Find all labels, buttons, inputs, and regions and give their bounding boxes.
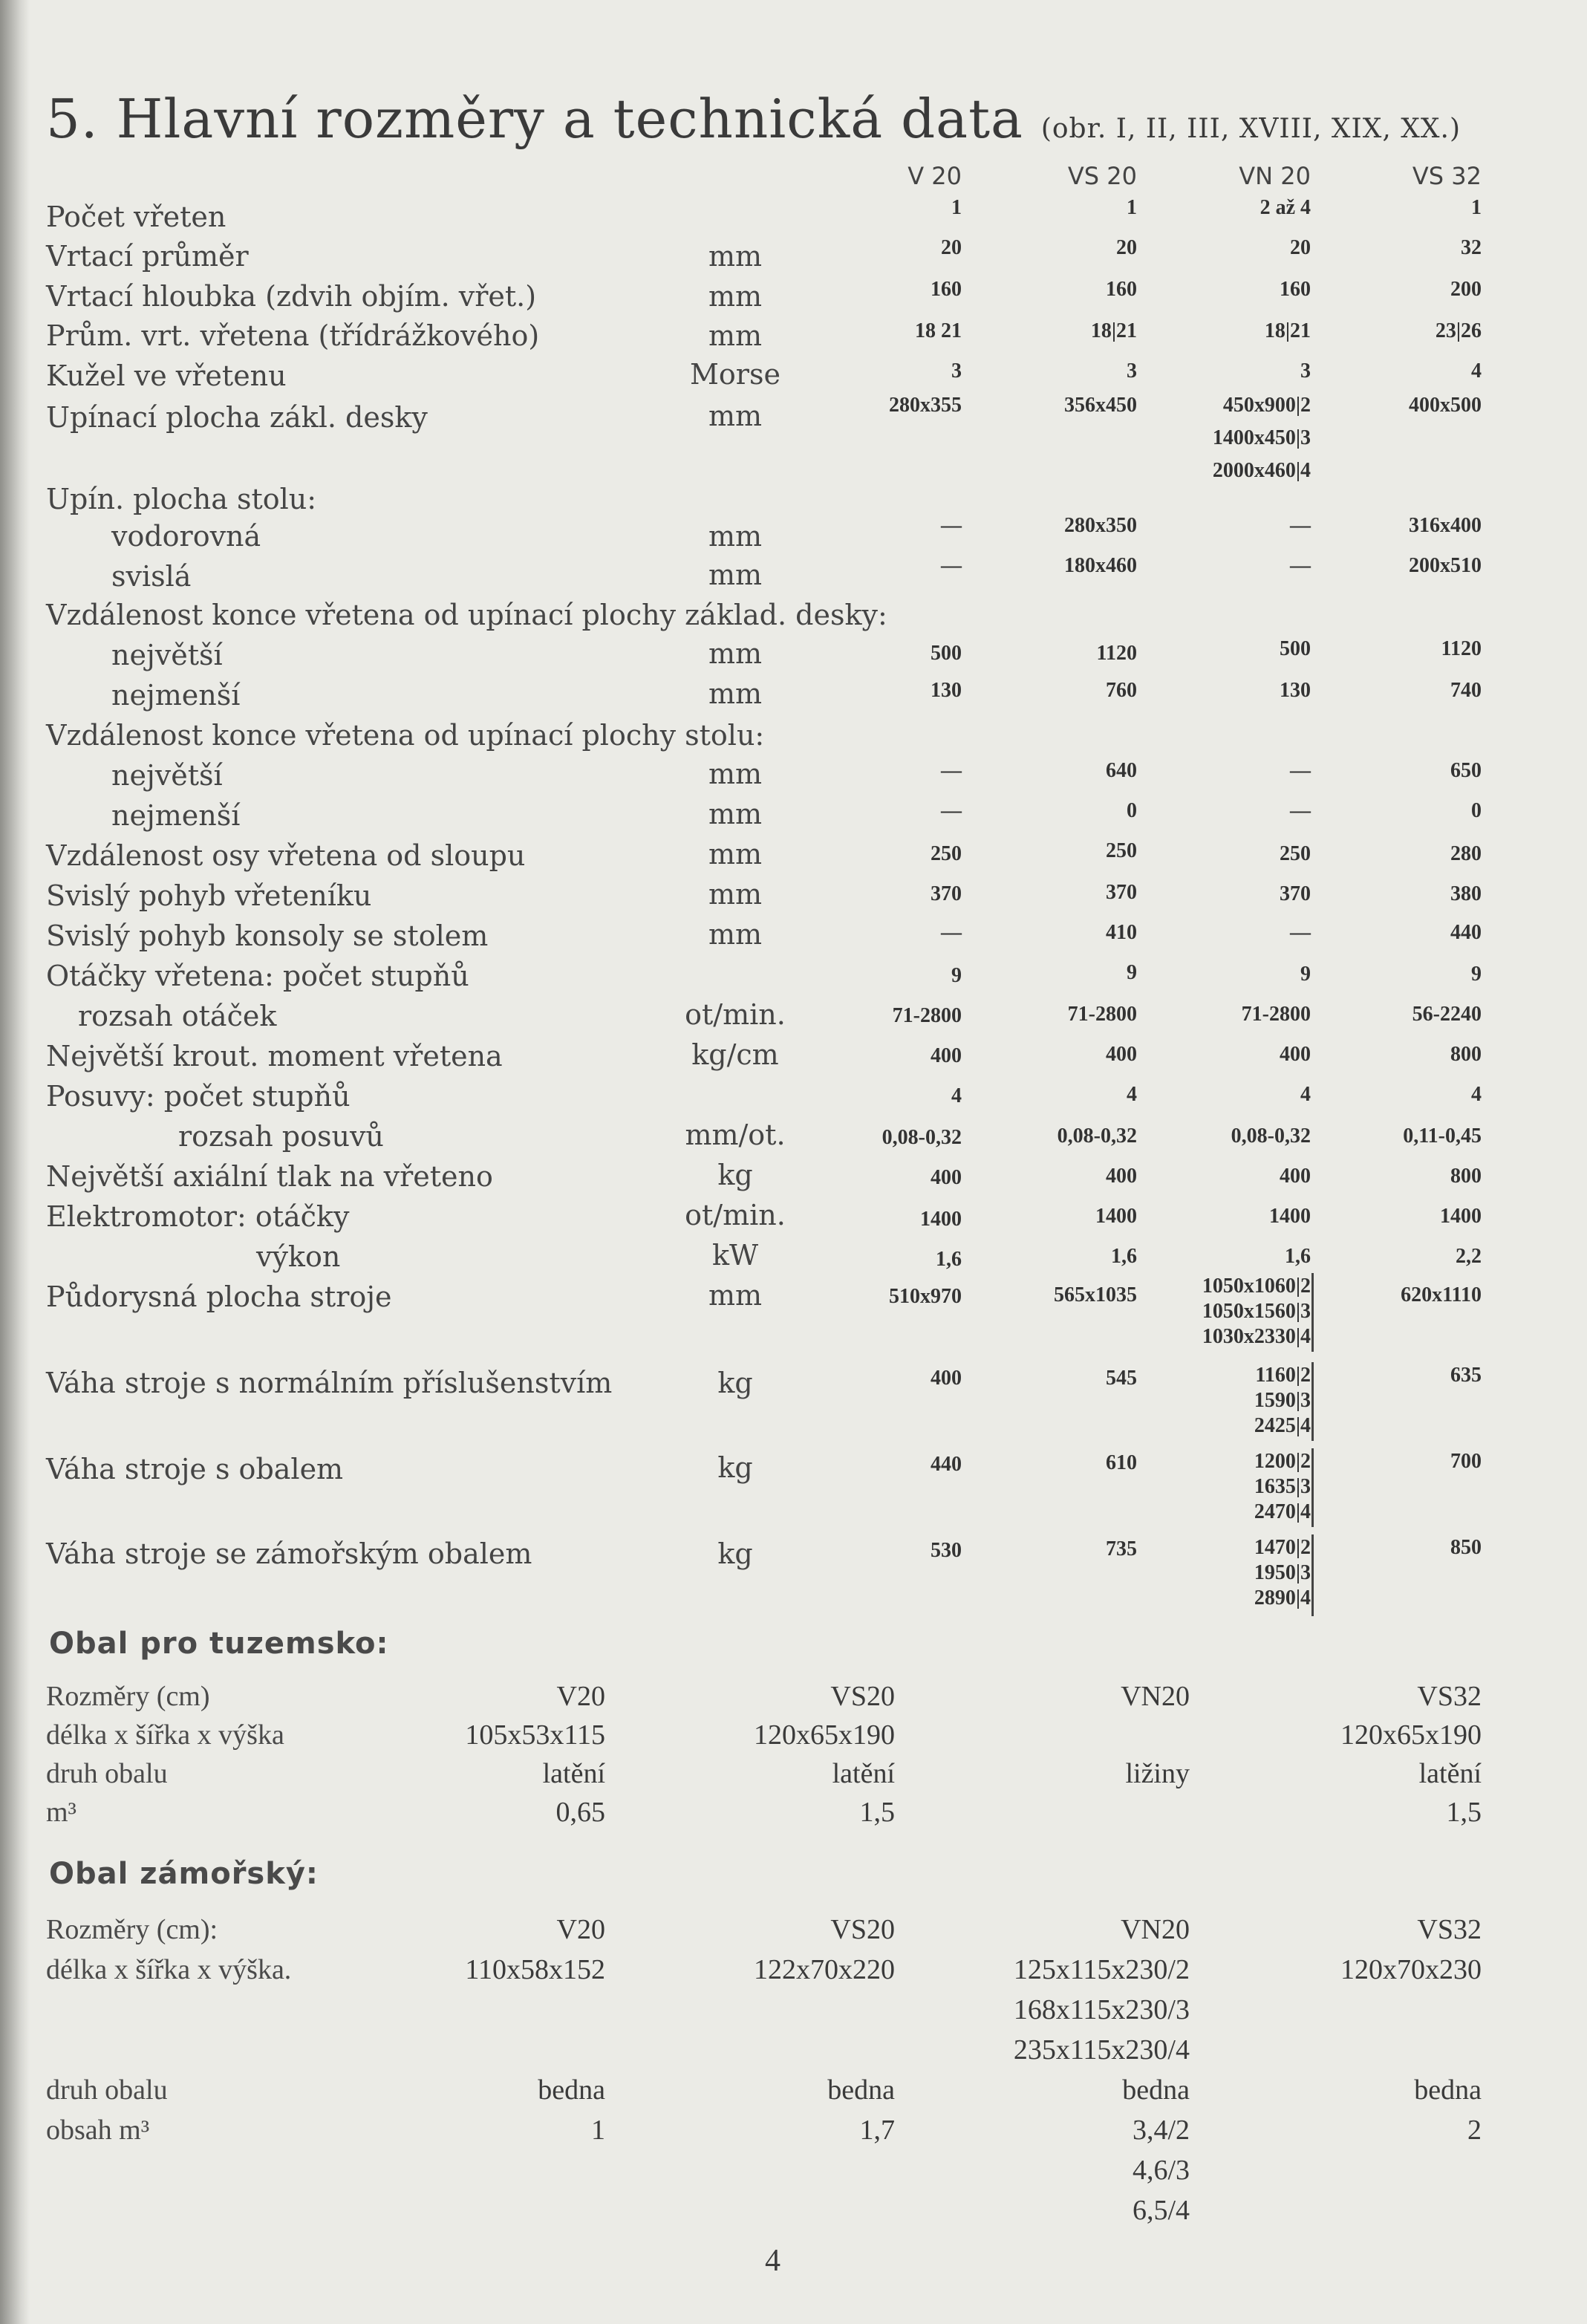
spec-label: Vrtací průměr (46, 240, 249, 273)
page-title (46, 88, 1461, 150)
spec-label: výkon (256, 1240, 341, 1273)
pack-value: 105x53x115 (465, 1719, 605, 1751)
spec-value: 160 (1106, 278, 1137, 301)
spec-value: 3 (1300, 359, 1311, 383)
spec-value: 0,08-0,32 (882, 1126, 962, 1149)
spec-unit: mm (708, 520, 763, 553)
spec-unit: mm (708, 1279, 763, 1312)
pack-value: VS20 (830, 1914, 895, 1945)
spec-value: 71-2800 (1241, 1003, 1311, 1026)
column-header-v20: V 20 (907, 162, 962, 190)
spec-unit: mm (708, 878, 763, 911)
spec-label: Upín. plocha stolu: (46, 483, 317, 515)
spec-unit: kg (717, 1367, 753, 1399)
spec-value: 9 (1300, 963, 1311, 986)
spec-value-extra: 1635|3 (1254, 1475, 1311, 1498)
vn20-divider-line (1311, 1362, 1314, 1441)
spec-value-extra: 1400x450|3 (1212, 426, 1311, 449)
spec-value: 1400 (1440, 1205, 1482, 1228)
spec-value: 370 (931, 882, 962, 905)
spec-value: 316x400 (1409, 514, 1482, 537)
spec-value: 356x450 (1064, 394, 1137, 417)
spec-value: 4 (951, 1084, 962, 1107)
spec-value-extra: 1050x1560|3 (1202, 1300, 1311, 1323)
spec-value: 735 (1106, 1537, 1137, 1560)
spec-label: Prům. vrt. vřetena (třídrážkového) (46, 319, 540, 352)
spec-unit: Morse (690, 358, 781, 391)
spec-value: 850 (1450, 1536, 1482, 1559)
spec-unit: mm (708, 559, 763, 591)
spec-value: 500 (1280, 637, 1311, 660)
spec-value: 250 (1106, 839, 1137, 862)
pack-label: délka x šířka x výška (46, 1719, 284, 1751)
pack-value: 120x65x190 (1340, 1719, 1482, 1751)
spec-value: 1050x1060|2 (1202, 1275, 1311, 1298)
spec-value: 56-2240 (1412, 1003, 1482, 1026)
spec-value: 32 (1461, 236, 1482, 259)
pack-value: VS32 (1417, 1681, 1482, 1712)
spec-unit: ot/min. (685, 1199, 786, 1231)
spec-value: 1 (1127, 196, 1137, 219)
spec-unit: mm (708, 798, 763, 830)
spec-value: 700 (1450, 1450, 1482, 1473)
spec-label: Svislý pohyb vřeteníku (46, 879, 372, 912)
spec-value: 250 (931, 842, 962, 865)
spec-value-extra: 2890|4 (1254, 1586, 1311, 1609)
section-heading-domestic: Obal pro tuzemsko: (49, 1627, 389, 1661)
pack-value: VN20 (1121, 1681, 1190, 1712)
pack-value: VN20 (1121, 1914, 1190, 1945)
pack-value: 110x58x152 (465, 1954, 605, 1985)
spec-value: 0 (1471, 799, 1482, 822)
title-figure-reference: (obr. I, II, III, XVIII, XIX, XX.) (1040, 114, 1461, 144)
spec-value: 200 (1450, 278, 1482, 301)
spec-value: 620x1110 (1401, 1283, 1482, 1306)
spec-value: 640 (1106, 759, 1137, 782)
section-heading-overseas: Obal zámořský: (49, 1857, 319, 1891)
spec-value: 4 (1127, 1083, 1137, 1106)
spec-value: — (1290, 554, 1311, 577)
pack-value: 3,4/2 (1132, 2115, 1190, 2146)
pack-value: bedna (1122, 2074, 1190, 2106)
spec-value: 500 (931, 642, 962, 665)
spec-label: Největší krout. moment vřetena (46, 1040, 503, 1073)
pack-value: latění (1418, 1758, 1482, 1789)
spec-unit: kg (717, 1451, 753, 1484)
page-number: 4 (765, 2244, 781, 2278)
spec-value: 200x510 (1409, 554, 1482, 577)
spec-unit: mm (708, 838, 763, 870)
spec-value: — (1290, 921, 1311, 944)
spec-label: největší (111, 639, 223, 671)
spec-value: 3 (1127, 359, 1137, 383)
spec-value: 1 (1471, 196, 1482, 219)
spec-value: 9 (1127, 961, 1137, 984)
spec-label: Vzdálenost konce vřetena od upínací plochy základ. desky: (46, 599, 887, 631)
spec-label: Elektromotor: otáčky (46, 1200, 350, 1233)
spec-value: — (941, 921, 962, 944)
spec-value-extra: 2470|4 (1254, 1500, 1311, 1523)
spec-value-extra: 2000x460|4 (1212, 459, 1311, 482)
pack-value: 1,5 (1446, 1797, 1482, 1828)
spec-value: 370 (1106, 881, 1137, 904)
spec-value: 1470|2 (1254, 1536, 1311, 1559)
spec-value: 440 (931, 1453, 962, 1476)
pack-value-extra: 235x115x230/4 (1013, 2034, 1190, 2066)
spec-unit: mm (708, 400, 763, 432)
spec-unit: mm/ot. (685, 1119, 786, 1151)
spec-label: Váha stroje s normálním příslušenstvím (46, 1367, 613, 1399)
pack-value: V20 (556, 1914, 605, 1945)
pack-value-extra: 168x115x230/3 (1013, 1994, 1190, 2025)
pack-value: V20 (556, 1681, 605, 1712)
spec-value: 0,11-0,45 (1403, 1124, 1482, 1148)
spec-label: Počet vřeten (46, 201, 227, 233)
pack-value-extra: 4,6/3 (1132, 2155, 1190, 2186)
spec-value: — (1290, 514, 1311, 537)
spec-value: 510x970 (889, 1285, 962, 1308)
spec-value: 1,6 (1111, 1245, 1137, 1268)
spec-unit: mm (708, 677, 763, 710)
spec-label: Svislý pohyb konsoly se stolem (46, 919, 489, 952)
spec-value: 635 (1450, 1364, 1482, 1387)
spec-value: 4 (1300, 1083, 1311, 1106)
spec-unit: mm (708, 918, 763, 951)
spec-value: 20 (941, 236, 962, 259)
spec-label: vodorovná (111, 520, 261, 553)
spec-value: 280 (1450, 842, 1482, 865)
spec-value: 1400 (920, 1208, 962, 1231)
spec-label: Kužel ve vřetenu (46, 359, 287, 392)
pack-label: druh obalu (46, 1758, 168, 1789)
spec-value-extra: 1030x2330|4 (1202, 1325, 1311, 1348)
spec-value: 1,6 (936, 1248, 962, 1271)
spec-value: — (1290, 759, 1311, 782)
spec-unit: kg (717, 1159, 753, 1191)
spec-value: 23|26 (1435, 319, 1482, 342)
spec-value: 760 (1106, 679, 1137, 702)
spec-unit: kW (711, 1239, 759, 1272)
spec-label: Váha stroje se zámořským obalem (46, 1537, 532, 1570)
spec-value: 2,2 (1456, 1245, 1482, 1268)
spec-value: 71-2800 (892, 1004, 962, 1027)
spec-unit: mm (708, 240, 763, 273)
spec-value: 400 (931, 1044, 962, 1067)
spec-value: 450x900|2 (1222, 394, 1311, 417)
spec-value: 130 (931, 679, 962, 702)
page-edge-shadow (0, 0, 30, 2324)
spec-value: 1200|2 (1254, 1450, 1311, 1473)
spec-label: rozsah posuvů (178, 1120, 384, 1153)
pack-value: VS20 (830, 1681, 895, 1712)
spec-value: 1 (951, 196, 962, 219)
spec-value: 130 (1280, 679, 1311, 702)
spec-value: 18 21 (915, 319, 962, 342)
spec-label: Vrtací hloubka (zdvih objím. vřet.) (46, 280, 537, 313)
spec-unit: mm (708, 280, 763, 313)
column-header-vs20: VS 20 (1067, 162, 1137, 190)
spec-label: největší (111, 759, 223, 792)
spec-unit: kg (717, 1537, 753, 1570)
spec-value: 1,6 (1285, 1245, 1311, 1268)
spec-value: 280x350 (1064, 514, 1137, 537)
spec-value: 3 (951, 359, 962, 383)
spec-value: 650 (1450, 759, 1482, 782)
spec-value: 1160|2 (1255, 1364, 1311, 1387)
spec-unit: ot/min. (685, 998, 786, 1031)
spec-value: 610 (1106, 1451, 1137, 1474)
spec-value: 400 (1280, 1043, 1311, 1066)
spec-unit: mm (708, 758, 763, 790)
spec-value-extra: 1590|3 (1254, 1389, 1311, 1412)
pack-value: 0,65 (555, 1797, 605, 1828)
spec-unit: mm (708, 319, 763, 352)
spec-value: 4 (1471, 359, 1482, 383)
spec-value-extra: 1950|3 (1254, 1561, 1311, 1584)
spec-value: 180x460 (1064, 554, 1137, 577)
spec-value: 9 (951, 964, 962, 987)
spec-value: 565x1035 (1054, 1283, 1137, 1306)
spec-label: nejmenší (111, 799, 241, 832)
spec-value: 18|21 (1090, 319, 1137, 342)
spec-value: 400 (931, 1166, 962, 1189)
spec-label: Upínací plocha zákl. desky (46, 401, 428, 434)
spec-value: 250 (1280, 842, 1311, 865)
spec-value: 160 (931, 278, 962, 301)
pack-label: druh obalu (46, 2074, 168, 2106)
column-header-vn20: VN 20 (1239, 162, 1311, 190)
pack-value: latění (832, 1758, 895, 1789)
spec-value: 545 (1106, 1367, 1137, 1390)
title-text: 5. Hlavní rozměry a technická data (46, 88, 1023, 150)
pack-label: délka x šířka x výška. (46, 1954, 292, 1985)
spec-label: Posuvy: počet stupňů (46, 1080, 351, 1113)
spec-label: rozsah otáček (78, 1000, 277, 1032)
spec-label: nejmenší (111, 679, 241, 712)
spec-value: 400 (931, 1367, 962, 1390)
spec-value: 280x355 (889, 394, 962, 417)
pack-value: 1,7 (859, 2115, 895, 2146)
pack-value: bedna (538, 2074, 605, 2106)
pack-value: latění (542, 1758, 605, 1789)
pack-label: Rozměry (cm): (46, 1914, 218, 1945)
pack-label: m³ (46, 1797, 76, 1828)
spec-label: Váha stroje s obalem (46, 1453, 344, 1485)
spec-value: — (941, 514, 962, 537)
vn20-divider-line (1311, 1448, 1314, 1527)
spec-value: 440 (1450, 921, 1482, 944)
spec-value: — (941, 554, 962, 577)
pack-value: 122x70x220 (754, 1954, 895, 1985)
pack-value: 1,5 (859, 1797, 895, 1828)
spec-label: Vzdálenost osy vřetena od sloupu (46, 839, 526, 872)
pack-value: 125x115x230/2 (1013, 1954, 1190, 1985)
pack-label: obsah m³ (46, 2115, 150, 2146)
spec-value: 9 (1471, 963, 1482, 986)
spec-value: 740 (1450, 679, 1482, 702)
spec-value: 380 (1450, 882, 1482, 905)
spec-unit: mm (708, 637, 763, 670)
spec-value: 0,08-0,32 (1231, 1124, 1311, 1148)
spec-value: 1400 (1095, 1205, 1137, 1228)
spec-value: 400 (1280, 1165, 1311, 1188)
spec-value: 800 (1450, 1165, 1482, 1188)
spec-value: 1400 (1269, 1205, 1311, 1228)
spec-value: 400 (1106, 1043, 1137, 1066)
spec-value: — (941, 799, 962, 822)
spec-value: — (1290, 799, 1311, 822)
spec-value: 160 (1280, 278, 1311, 301)
pack-value: 1 (591, 2115, 605, 2146)
spec-label: Půdorysná plocha stroje (46, 1280, 392, 1313)
pack-value: VS32 (1417, 1914, 1482, 1945)
spec-value-extra: 2425|4 (1254, 1414, 1311, 1437)
spec-value: 20 (1116, 236, 1137, 259)
pack-value: ližiny (1125, 1758, 1190, 1789)
spec-value: 400x500 (1409, 394, 1482, 417)
spec-value: 4 (1471, 1083, 1482, 1106)
spec-value: 1120 (1441, 637, 1482, 660)
spec-value: 18|21 (1264, 319, 1311, 342)
spec-value: 1120 (1096, 642, 1137, 665)
pack-value: bedna (1414, 2074, 1482, 2106)
pack-value: bedna (827, 2074, 895, 2106)
spec-label: Vzdálenost konce vřetena od upínací plochy stolu: (46, 719, 765, 752)
spec-value: 0,08-0,32 (1057, 1124, 1137, 1148)
pack-value-extra: 6,5/4 (1132, 2195, 1190, 2226)
spec-label: Největší axiální tlak na vřeteno (46, 1160, 493, 1193)
spec-value: 800 (1450, 1043, 1482, 1066)
spec-unit: kg/cm (691, 1038, 779, 1071)
spec-value: 530 (931, 1539, 962, 1562)
pack-value: 120x70x230 (1340, 1954, 1482, 1985)
spec-value: 71-2800 (1067, 1003, 1137, 1026)
pack-value: 2 (1467, 2115, 1482, 2146)
vn20-divider-line (1311, 1534, 1314, 1616)
spec-value: — (941, 759, 962, 782)
spec-label: svislá (111, 560, 192, 593)
pack-value: 120x65x190 (754, 1719, 895, 1751)
spec-value: 2 až 4 (1260, 196, 1311, 219)
spec-value: 410 (1106, 921, 1137, 944)
spec-label: Otáčky vřetena: počet stupňů (46, 960, 469, 992)
spec-value: 20 (1290, 236, 1311, 259)
spec-value: 0 (1127, 799, 1137, 822)
spec-value: 400 (1106, 1165, 1137, 1188)
vn20-divider-line (1311, 1273, 1314, 1352)
pack-label: Rozměry (cm) (46, 1681, 210, 1712)
spec-value: 370 (1280, 882, 1311, 905)
column-header-vs32: VS 32 (1412, 162, 1482, 190)
